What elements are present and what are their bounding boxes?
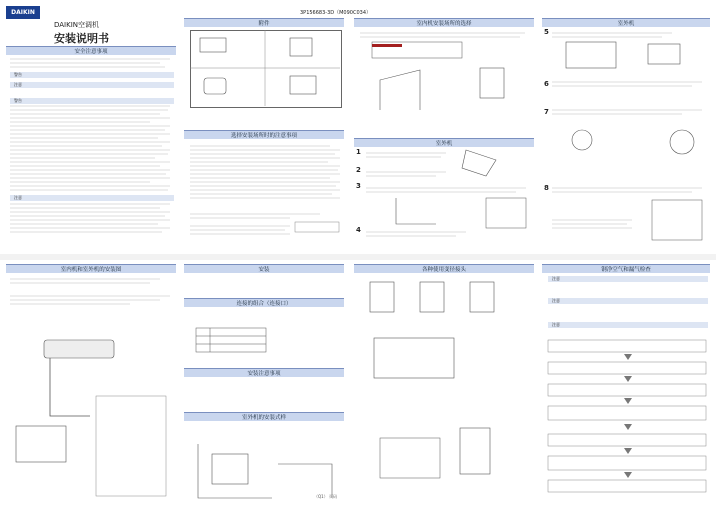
section-safety: 安全注意事项 xyxy=(6,46,176,55)
step-7: 7 xyxy=(544,108,549,116)
step-3: 3 xyxy=(356,182,361,190)
indoor-site-diagram xyxy=(360,30,530,114)
step-4: 4 xyxy=(356,226,361,234)
step-2: 2 xyxy=(356,166,361,174)
section-install: 安装 xyxy=(184,264,344,273)
caution-airtight-2: 注意 xyxy=(548,298,708,304)
section-site-notes: 选择安装场所时的注意事项 xyxy=(184,130,344,139)
section-install-notes: 安装注意事项 xyxy=(184,368,344,377)
step-1: 1 xyxy=(356,148,361,156)
page-number: （Q1） 页码 xyxy=(314,494,337,499)
accessory-drawings xyxy=(190,30,340,106)
section-refrigerant: 各种使用变径接头 xyxy=(354,264,534,273)
brand-name: DAIKIN空调机 xyxy=(54,21,100,29)
outdoor-column-diagrams xyxy=(552,30,710,250)
caution-airtight-1: 注意 xyxy=(548,276,708,282)
section-accessories: 附件 xyxy=(184,18,344,27)
caution-header: 注意 xyxy=(10,195,174,201)
section-indoor-piping: 室内机和室外机的安装图 xyxy=(6,264,176,273)
site-notes-text xyxy=(190,142,340,252)
daikin-logo: DAIKIN xyxy=(6,6,40,19)
step-6: 6 xyxy=(544,80,549,88)
safety-text-lines xyxy=(10,56,176,246)
section-outdoor-method: 室外机的安装式样 xyxy=(184,412,344,421)
indoor-piping-diagram xyxy=(10,276,178,506)
caution-airtight-3: 注意 xyxy=(548,322,708,328)
step-8: 8 xyxy=(544,184,549,192)
outdoor-method-diagram xyxy=(192,424,342,504)
section-indoor-site: 室内机安装场所的选择 xyxy=(354,18,534,27)
warning-header: 警告 xyxy=(10,98,174,104)
document-code: 3P156683-3D（M090C034） xyxy=(300,10,372,16)
section-connections: 连接的组合（连接口） xyxy=(184,298,344,307)
section-airtight: 钢净空气和漏气检查 xyxy=(542,264,710,273)
caution-label: 注意 xyxy=(10,82,174,88)
section-outdoor: 室外机 xyxy=(542,18,710,27)
refrigerant-diagrams xyxy=(360,278,530,498)
warning-label: 警告 xyxy=(10,72,174,78)
outdoor-step-diagrams xyxy=(366,150,536,250)
airtight-steps xyxy=(548,340,708,510)
connection-table xyxy=(196,310,336,360)
document-title: 安装说明书 xyxy=(54,32,109,45)
step-5: 5 xyxy=(544,28,549,36)
section-outdoor-install: 室外机 xyxy=(354,138,534,147)
